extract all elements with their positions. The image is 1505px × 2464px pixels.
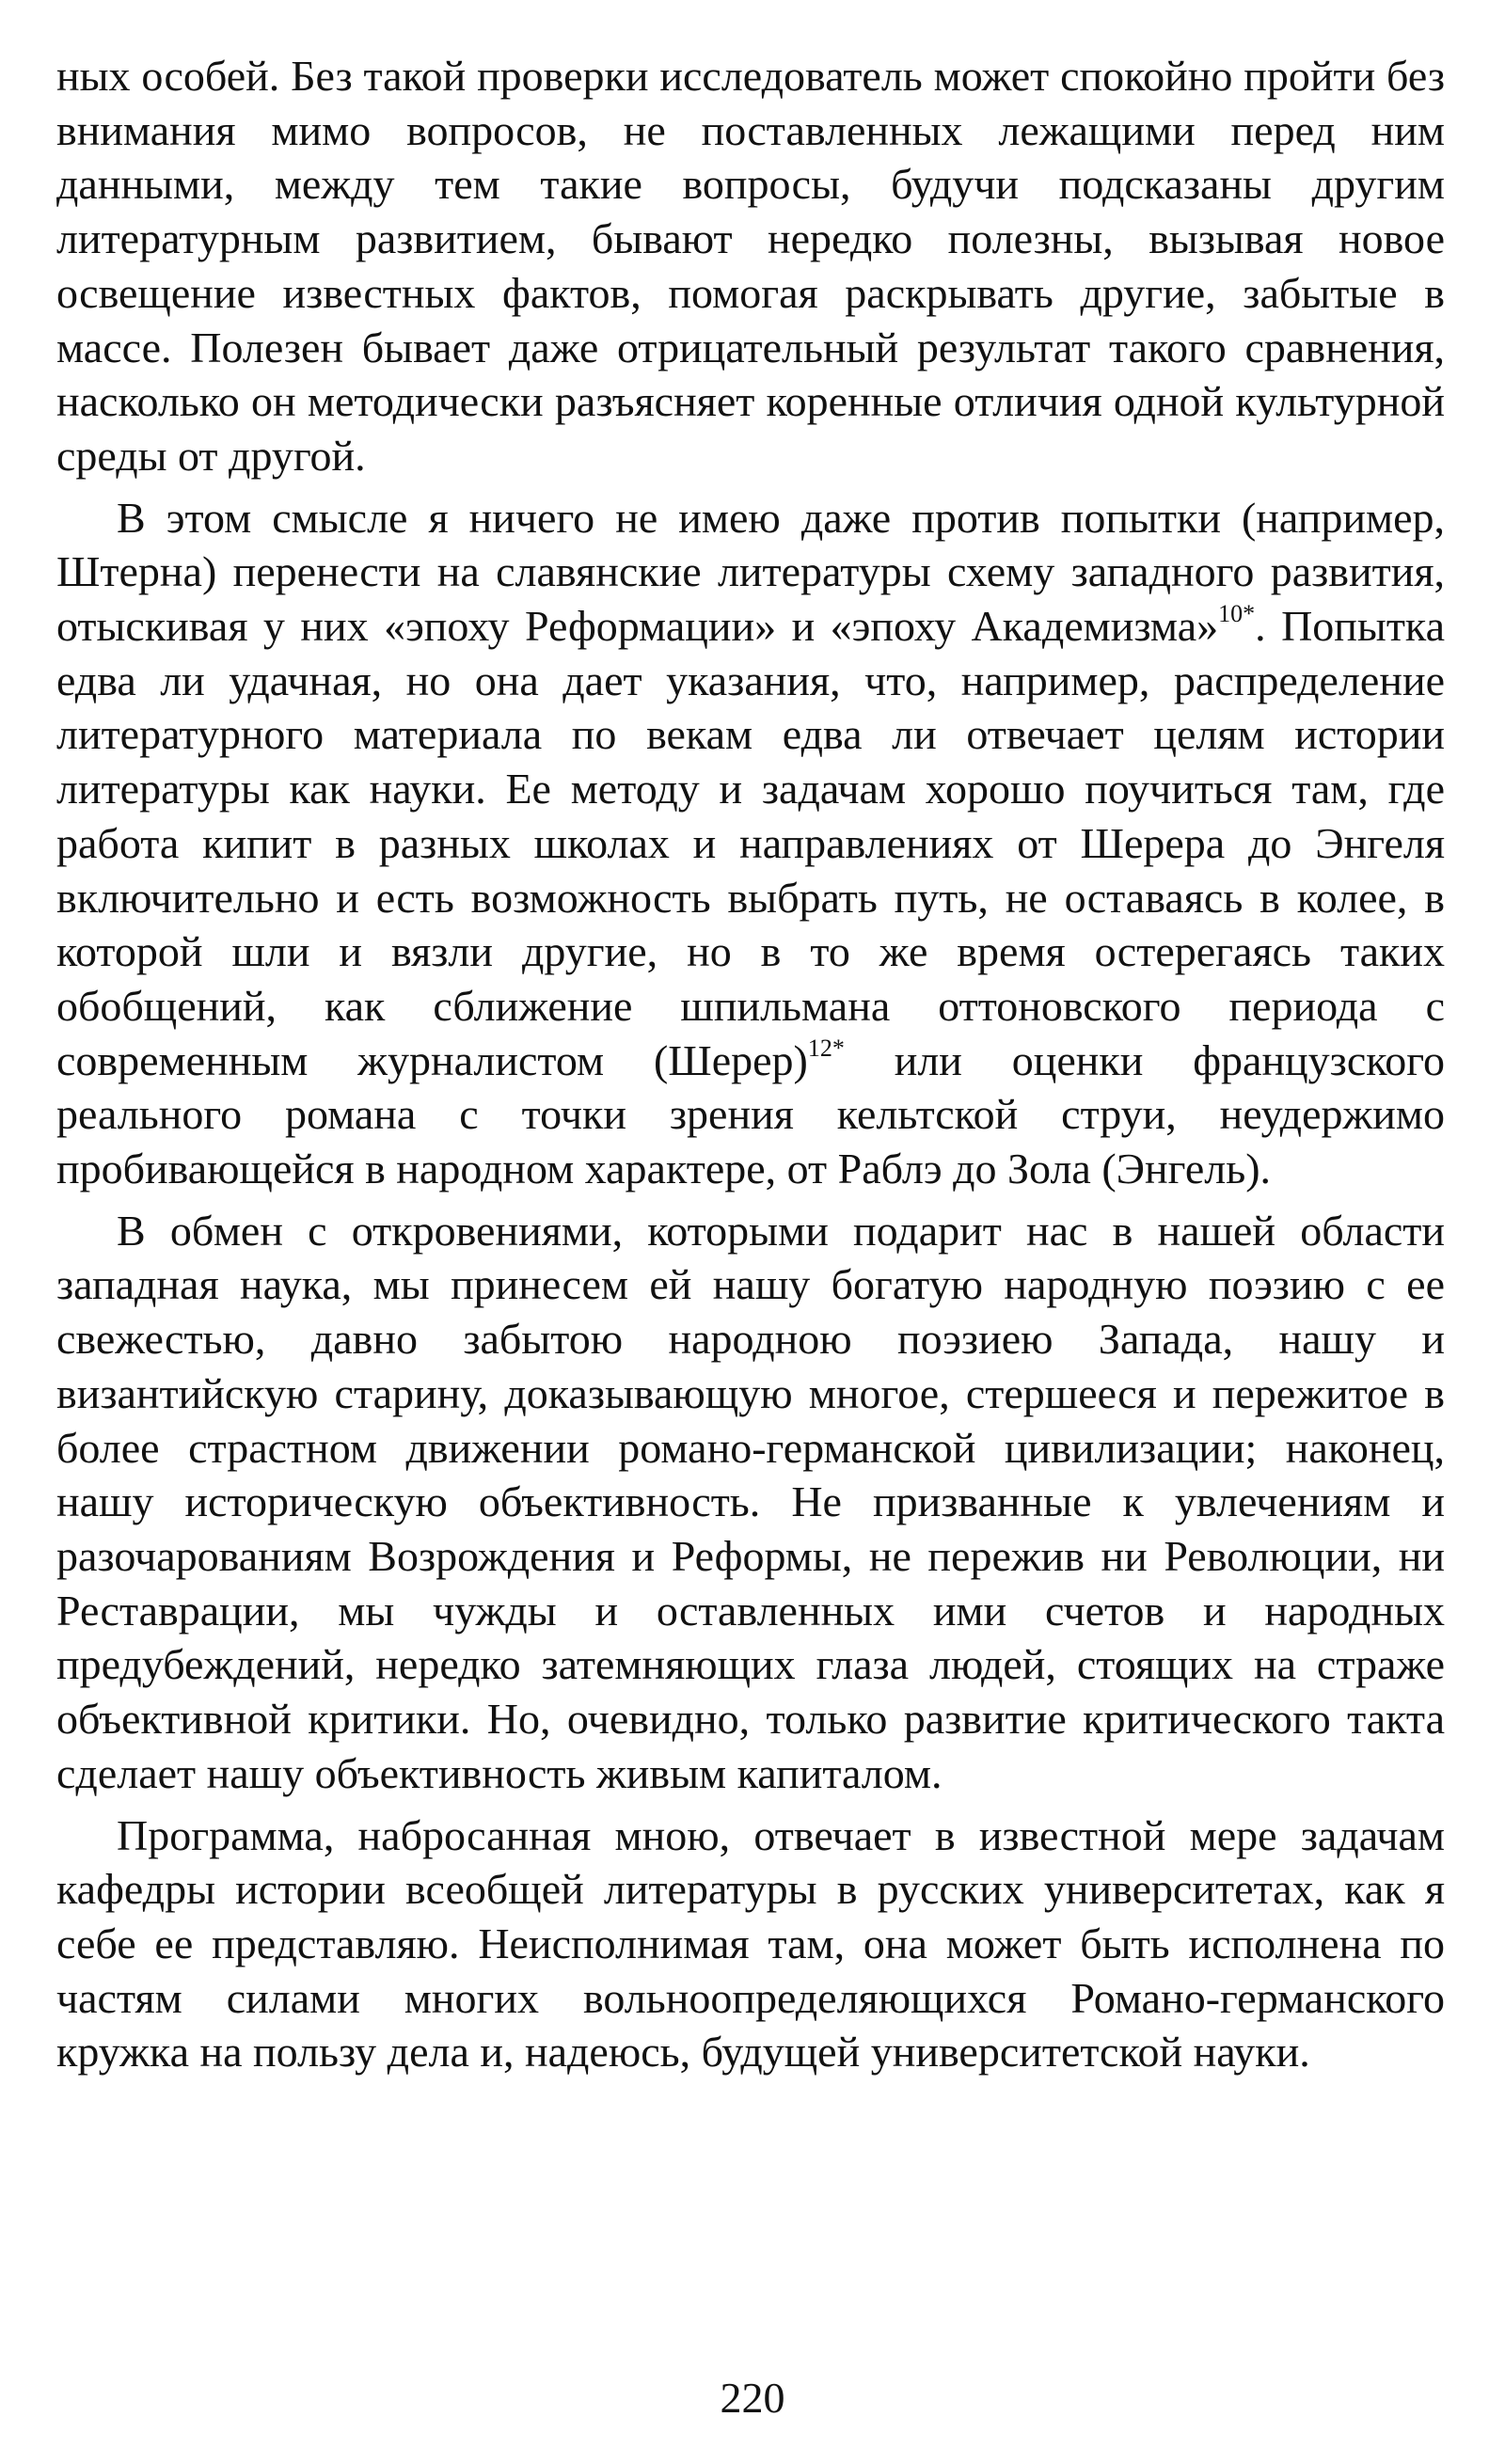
footnote-ref-10: 10* <box>1218 600 1256 628</box>
paragraph-2-part-b: . Попытка едва ли удачная, но она дает указания, что, например, распределение литературного материала по векам едва ли отвечает целям истории литературы как науки. Ее методу и задачам хорошо поучиться там, где работа кипит в разных школах и направлениях от Шерера до Энгеля включительно и есть возможность выбрать путь, не оставаясь в колее, в которой шли и вязли другие, но в то же время остерегаясь таких обобщений, как сближение шпильмана оттоновского периода с современным журналистом (Шерер) <box>56 602 1445 1084</box>
paragraph-1: ных особей. Без такой проверки исследователь может спокойно пройти без внимания мимо вопросов, не поставленных лежащими перед ним данными, между тем такие вопросы, будучи подсказаны другим литературным развитием, бывают нередко полезны, вызывая новое освещение известных фактов, помогая раскрывать другие, забытые в массе. Полезен бывает даже отрицательный результат такого сравнения, насколько он методически разъясняет коренные отличия одной культурной среды от другой. <box>56 52 1445 480</box>
paragraph-2 <box>56 491 1445 1196</box>
paragraph-3: В обмен с откровениями, которыми подарит нас в нашей области западная наука, мы принесем ей нашу богатую народную поэзию с ее свежестью, давно забытою народною поэзиею Запада, нашу и византийскую старину, доказывающую многое, стершееся и пережитое в более страстном движении романо-германской цивилизации; наконец, нашу историческую объективность. Не призванные к увлечениям и разочарованиям Возрождения и Реформы, не пережив ни Революции, ни Реставрации, мы чужды и оставленных ими счетов и народных предубеждений, нередко затемняющих глаза людей, стоящих на страже объективной критики. Но, очевидно, только развитие критического такта сделает нашу объективность живым капиталом. <box>56 1206 1445 1797</box>
paragraph-2-part-a: В этом смысле я ничего не имею даже против попытки (например, Штерна) перенести на славянские литературы схему западного развития, отыскивая у них «эпоху Реформации» и «эпоху Академизма» <box>56 493 1445 651</box>
page-number: 220 <box>720 2374 785 2422</box>
paragraph-4: Программа, набросанная мною, отвечает в известной мере задачам кафедры истории всеобщей литературы в русских университетах, как я себе ее представляю. Неисполнимая там, она может быть исполнена по частям силами многих вольноопределяющихся Романо-германского кружка на пользу дела и, надеюсь, будущей университетской науки. <box>56 1810 1445 2077</box>
page-body <box>56 49 1445 2079</box>
paragraph-2-part-c: или оценки французского реального романа с точки зрения кельтской струи, неудержимо пробивающейся в народном характере, от Раблэ до Зола (Энгель). <box>56 1035 1445 1193</box>
footnote-ref-12: 12* <box>807 1034 845 1062</box>
